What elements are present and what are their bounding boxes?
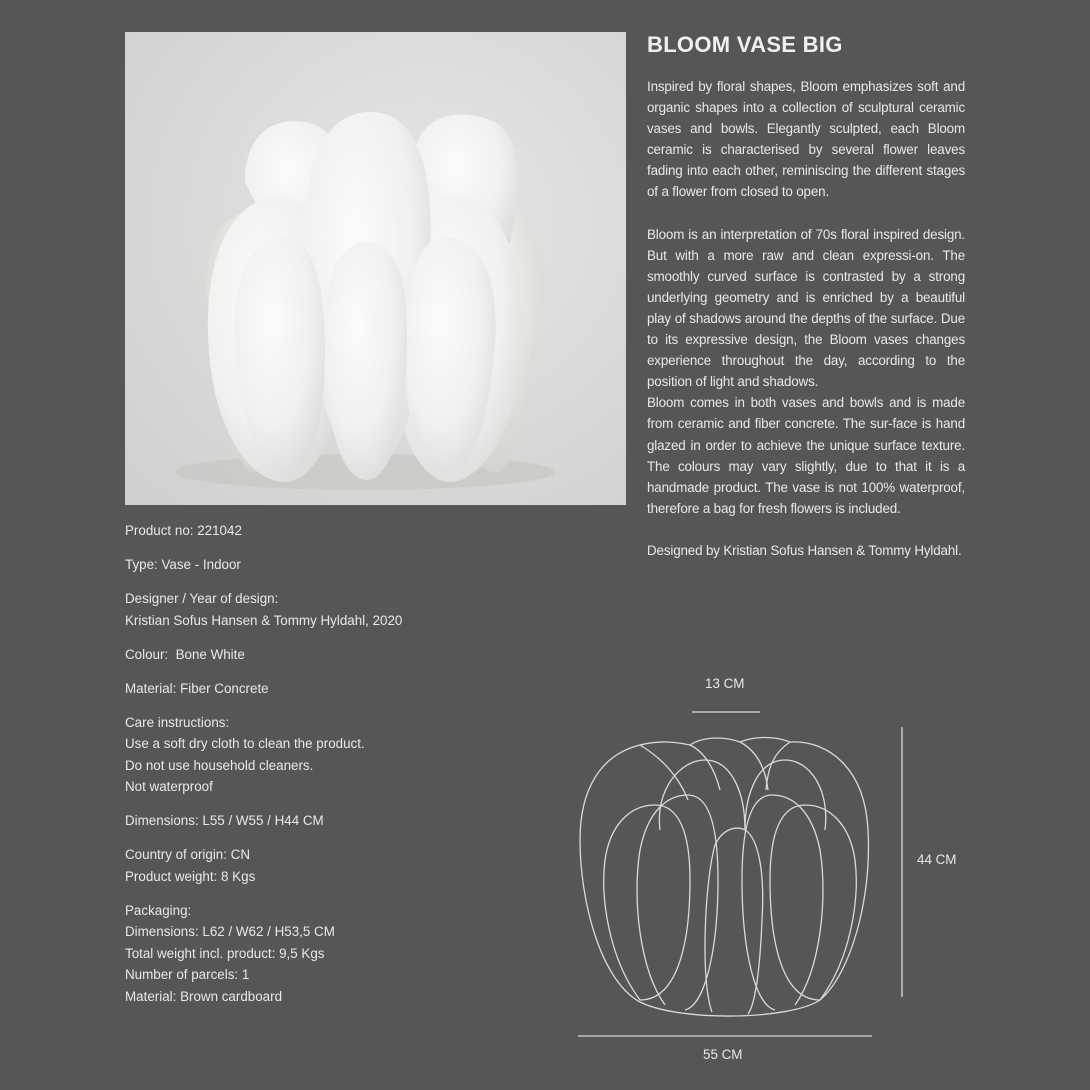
description-paragraph: Bloom is an interpretation of 70s floral inspired design. But with a more raw and clean expressi-on. The smoothly curved surface is contrasted by a strong underlying geometry and is enriched by a beautiful play of shadows around the depths of the surface. Due to its expressive design, the Bloom vases changes experience throughout the day, according to the position of light and shadows. [647, 226, 965, 390]
description-paragraph: Bloom comes in both vases and bowls and is made from ceramic and fiber concrete. The sur-face is hand glazed in order to achieve the unique surface texture. The colours may vary slightly, due to that it is a handmade product. The vase is not 100% waterproof, therefore a bag for fresh flowers is included. [647, 395, 965, 516]
product-description [647, 76, 965, 561]
spec-type: Type: Vase - Indoor [125, 557, 241, 572]
spec-product-no: Product no: 221042 [125, 523, 242, 538]
spec-packaging: Packaging: Dimensions: L62 / W62 / H53,5 CM Total weight incl. product: 9,5 Kgs Number of parcels: 1 Material: Brown cardboard [125, 902, 335, 1004]
spec-material: Material: Fiber Concrete [125, 680, 269, 696]
spec-care: Care instructions: Use a soft dry cloth to clean the product. Do not use household cleaners. Not waterproof [125, 714, 365, 794]
product-title: BLOOM VASE BIG [647, 32, 843, 57]
description-paragraph: Inspired by floral shapes, Bloom emphasizes soft and organic shapes into a collection of sculptural ceramic vases and bowls. Elegantly sculpted, each Bloom ceramic is characterised by several flower leaves fading into each other, reminiscing the different stages of a flower from closed to open. [647, 79, 965, 200]
dimension-top-label: 13 CM [705, 676, 745, 691]
designer-credit: Designed by Kristian Sofus Hansen & Tommy Hyldahl. [647, 542, 962, 558]
dimension-width-label: 55 CM [703, 1047, 743, 1062]
spec-designer: Designer / Year of design: Kristian Sofus Hansen & Tommy Hyldahl, 2020 [125, 591, 403, 628]
vase-line-drawing [560, 700, 980, 1060]
dimension-height-label: 44 CM [917, 852, 957, 867]
vase-illustration [125, 32, 626, 505]
product-photo [125, 32, 626, 505]
spec-dimensions: Dimensions: L55 / W55 / H44 CM [125, 813, 324, 828]
spec-colour: Colour: Bone White [125, 646, 245, 662]
spec-list [125, 520, 545, 1020]
spec-origin-weight: Country of origin: CN Product weight: 8 Kgs [125, 847, 256, 884]
